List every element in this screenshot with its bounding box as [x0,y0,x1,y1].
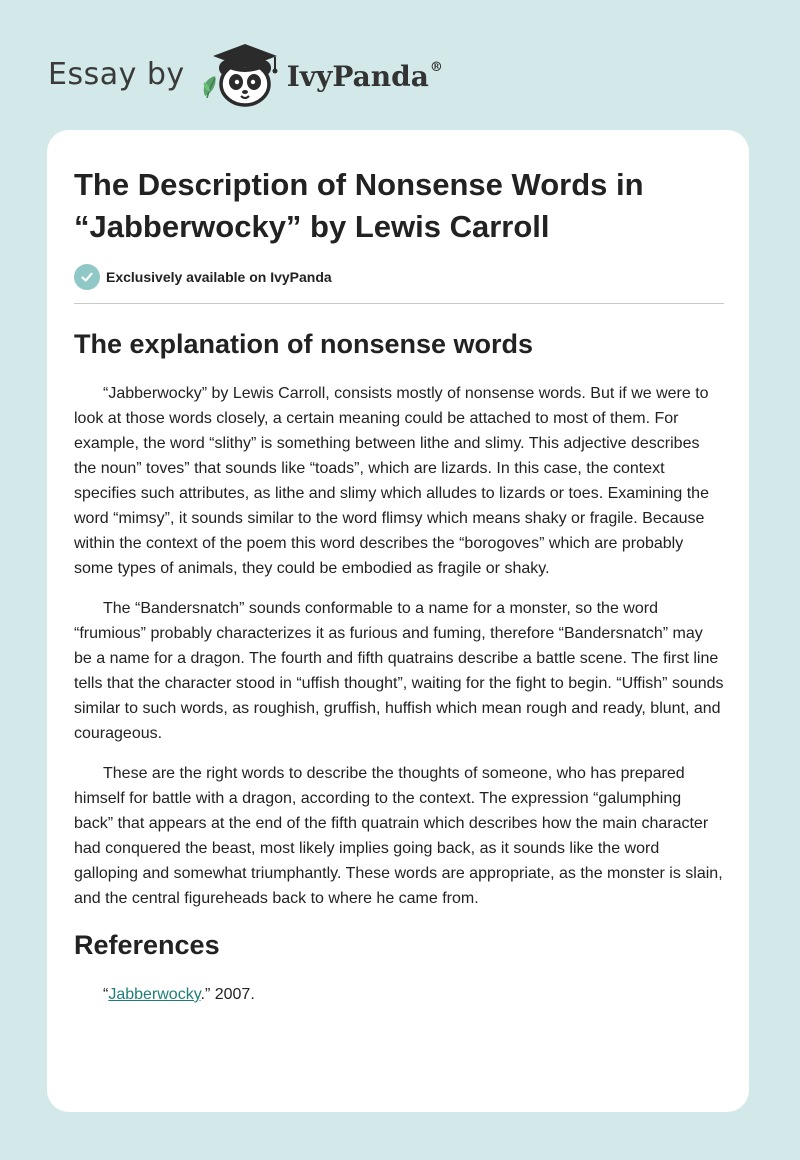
exclusive-badge [74,264,724,290]
reference-citation-tail: .” 2007. [200,986,255,1003]
section-heading: The explanation of nonsense words [74,329,534,359]
essay-card [47,130,749,1112]
title-divider [74,303,724,304]
site-header [48,38,443,110]
brand-name-text: IvyPanda [286,59,429,93]
body-paragraph: “Jabberwocky” by Lewis Carroll, consists mostly of nonsense words. But if we were to look at those words closely, a certain meaning could be attached to most of them. For example, the word “slithy” is something between lithe and slimy. This adjective describes the noun” toves” that sounds like “toads”, which are lizards. In this case, the context specifies such attributes, as lithe and slimy which alludes to lizards or toes. Examining the word “mimsy”, it sounds similar to the word flimsy which means shaky or fragile. Because within the context of the poem this word describes the “borogoves” which are probably some types of animals, they could be embodied as fragile or shaky. [74,385,709,577]
essay-by-label: Essay by [48,56,185,92]
registered-mark: ® [429,60,443,76]
brand-name [287,60,443,93]
essay-content [74,164,724,1007]
page-title: The Description of Nonsense Words in “Jabberwocky” by Lewis Carroll [74,167,644,244]
references-heading: References [74,930,220,960]
reference-entry [74,982,724,1007]
panda-logo-icon [197,38,285,110]
body-paragraph: The “Bandersnatch” sounds conformable to a name for a monster, so the word “frumious” probably characterizes it as furious and fuming, therefore “Bandersnatch” may be a name for a dragon. The fourth and fifth quatrains describe a battle scene. The first line tells that the character stood in “uffish thought”, waiting for the fight to begin. “Uffish” sounds similar to such words, as roughish, gruffish, huffish which mean rough and ready, blunt, and courageous. [74,600,724,742]
exclusive-label: Exclusively available on IvyPanda [106,269,332,285]
body-paragraph: These are the right words to describe the thoughts of someone, who has prepared himself for battle with a dragon, according to the context. The expression “galumphing back” that appears at the end of the fifth quatrain which describes how the main character had conquered the beast, most likely implies going back, as it sounds like the word galloping and somewhat triumphantly. These words are appropriate, as the monster is slain, and the central figureheads back to where he came from. [74,765,723,907]
reference-link[interactable]: Jabberwocky [108,986,201,1003]
check-icon [74,264,100,290]
reference-open-quote: “ [103,986,109,1003]
